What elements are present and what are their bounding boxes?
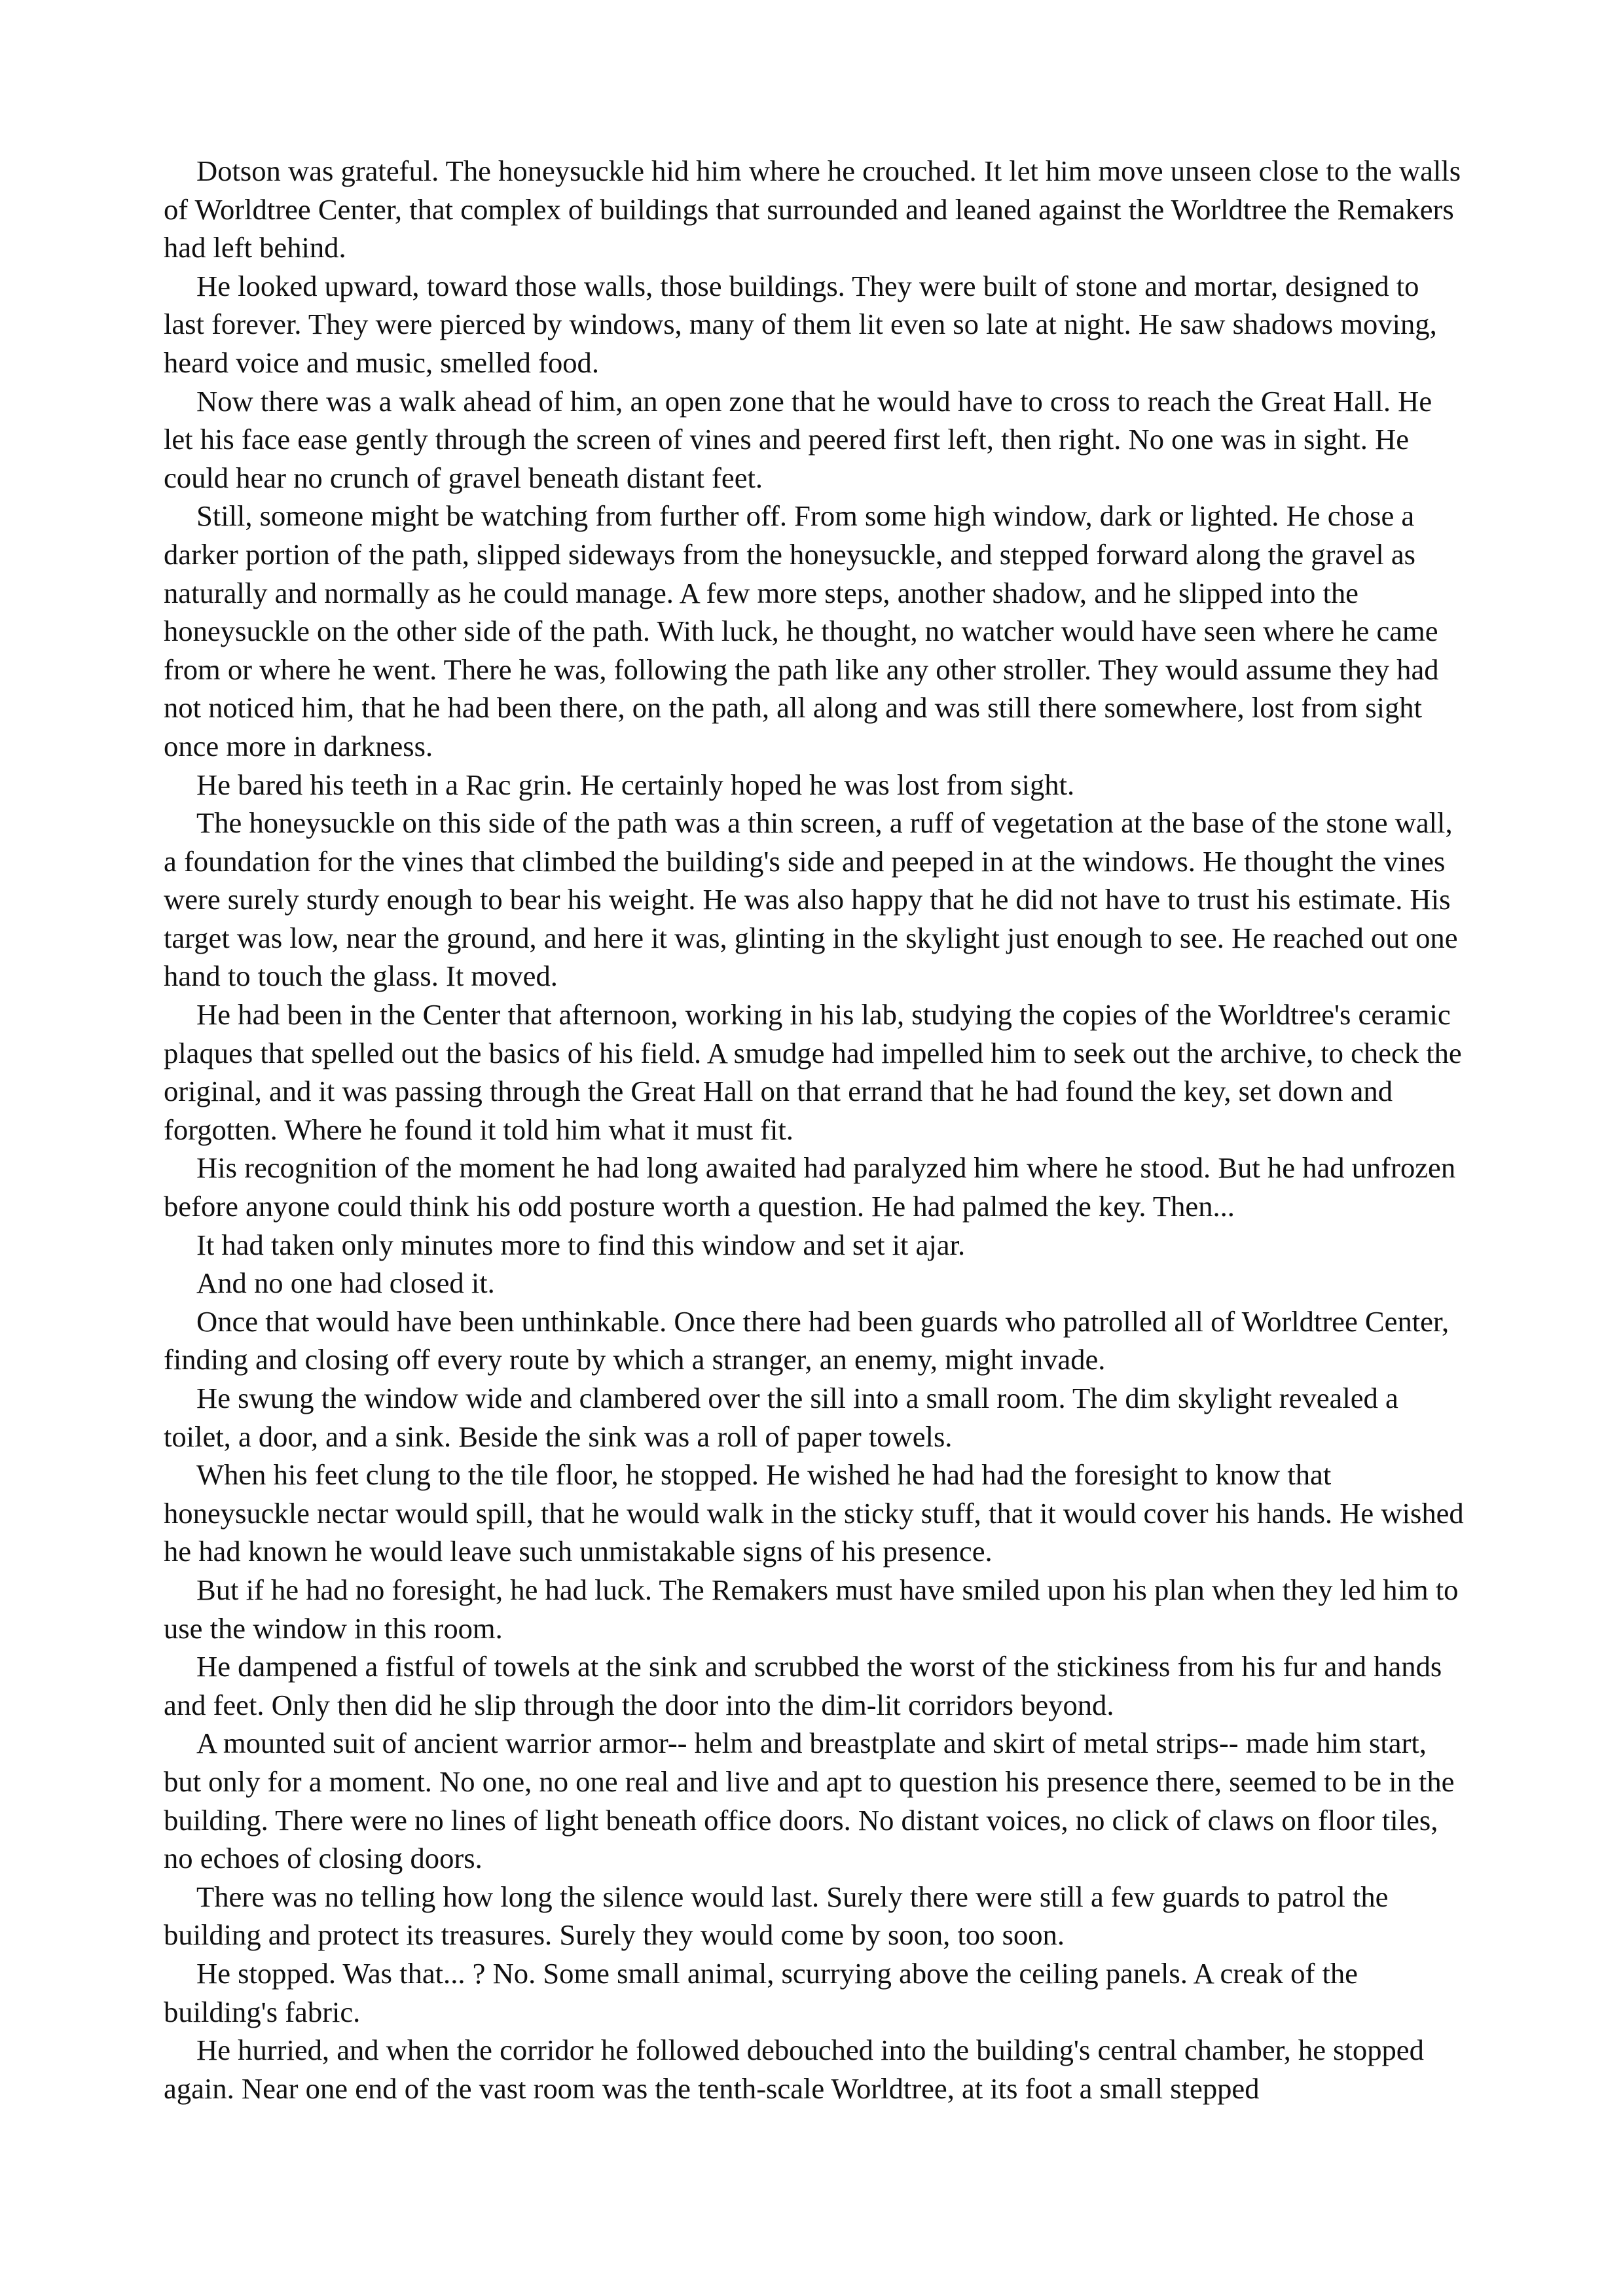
paragraph: He swung the window wide and clambered over the sill into a small room. The dim skylight revealed a toilet, a door, and a sink. Beside the sink was a roll of paper towels. — [164, 1382, 1398, 1453]
paragraph: The honeysuckle on this side of the path was a thin screen, a ruff of vegetation at the base of the stone wall, a foundation for the vines that climbed the building's side and peeped in at the windows. He thought the vines were surely sturdy enough to bear his weight. He was also happy that he did not have to trust his estimate. His target was low, near the ground, and here it was, glinting in the skylight just enough to see. He reached out one hand to touch the glass. It moved. — [164, 806, 1458, 993]
paragraph: He dampened a fistful of towels at the sink and scrubbed the worst of the stickiness from his fur and hands and feet. Only then did he slip through the door into the dim-lit corridors beyond. — [164, 1650, 1442, 1721]
paragraph: Once that would have been unthinkable. Once there had been guards who patrolled all of Worldtree Center, finding and closing off every route by which a stranger, an enemy, might invade. — [164, 1304, 1450, 1376]
paragraph: He had been in the Center that afternoon, working in his lab, studying the copies of the Worldtree's ceramic plaques that spelled out the basics of his field. A smudge had impelled him to seek out the archive, to check the original, and it was passing through the Great Hall on that errand that he had found the key, set down and forgotten. Where he found it told him what it must fit. — [164, 998, 1462, 1146]
paragraph: There was no telling how long the silence would last. Surely there were still a few guards to patrol the building and protect its treasures. Surely they would come by soon, too soon. — [164, 1880, 1389, 1952]
paragraph: When his feet clung to the tile floor, he stopped. He wished he had had the foresight to know that honeysuckle nectar would spill, that he would walk in the sticky stuff, that it would cover his hands. He wished he had known he would leave such unmistakable signs of his presence. — [164, 1458, 1464, 1568]
paragraph: He bared his teeth in a Rac grin. He certainly hoped he was lost from sight. — [196, 768, 1075, 801]
paragraph: Still, someone might be watching from further off. From some high window, dark or lighted. He chose a darker portion of the path, slipped sideways from the honeysuckle, and stepped forward along the gravel as naturally and normally as he could manage. A few more steps, another shadow, and he slipped into the honeysuckle on the other side of the path. With luck, he thought, no watcher would have seen where he came from or where he went. There he was, following the path like any other stroller. They would assume they had not noticed him, that he had been there, on the path, all along and was still there somewhere, lost from sight once more in darkness. — [164, 499, 1439, 762]
paragraph: Dotson was grateful. The honeysuckle hid him where he crouched. It let him move unseen close to the walls of Worldtree Center, that complex of buildings that surrounded and leaned against the Worldtree the Remakers had left behind. — [164, 154, 1461, 264]
paragraph: But if he had no foresight, he had luck. The Remakers must have smiled upon his plan when they led him to use the window in this room. — [164, 1573, 1459, 1645]
paragraph: Now there was a walk ahead of him, an open zone that he would have to cross to reach the Great Hall. He let his face ease gently through the screen of vines and peered first left, then right. No one was in sight. He could hear no crunch of gravel beneath distant feet. — [164, 384, 1432, 494]
paragraph: He hurried, and when the corridor he followed debouched into the building's central chamber, he stopped again. Near one end of the vast room was the tenth-scale Worldtree, at its foot a small stepped — [164, 2034, 1424, 2105]
paragraph: He stopped. Was that... ? No. Some small animal, scurrying above the ceiling panels. A creak of the building's fabric. — [164, 1956, 1358, 2028]
paragraph: His recognition of the moment he had long awaited had paralyzed him where he stood. But he had unfrozen before anyone could think his odd posture worth a question. He had palmed the key. Then... — [164, 1151, 1456, 1223]
paragraph: It had taken only minutes more to find this window and set it ajar. — [196, 1228, 966, 1261]
paragraph: A mounted suit of ancient warrior armor-- helm and breastplate and skirt of metal strips-- made him start, but only for a moment. No one, no one real and live and apt to question his presence there, seemed to be in the building. There were no lines of light beneath office doors. No distant voices, no click of claws on floor tiles, no echoes of closing doors. — [164, 1727, 1455, 1875]
paragraph: And no one had closed it. — [196, 1266, 495, 1300]
paragraph: He looked upward, toward those walls, those buildings. They were built of stone and mortar, designed to last forever. They were pierced by windows, many of them lit even so late at night. He saw shadows moving, heard voice and music, smelled food. — [164, 269, 1437, 379]
body-text — [164, 152, 1467, 2108]
